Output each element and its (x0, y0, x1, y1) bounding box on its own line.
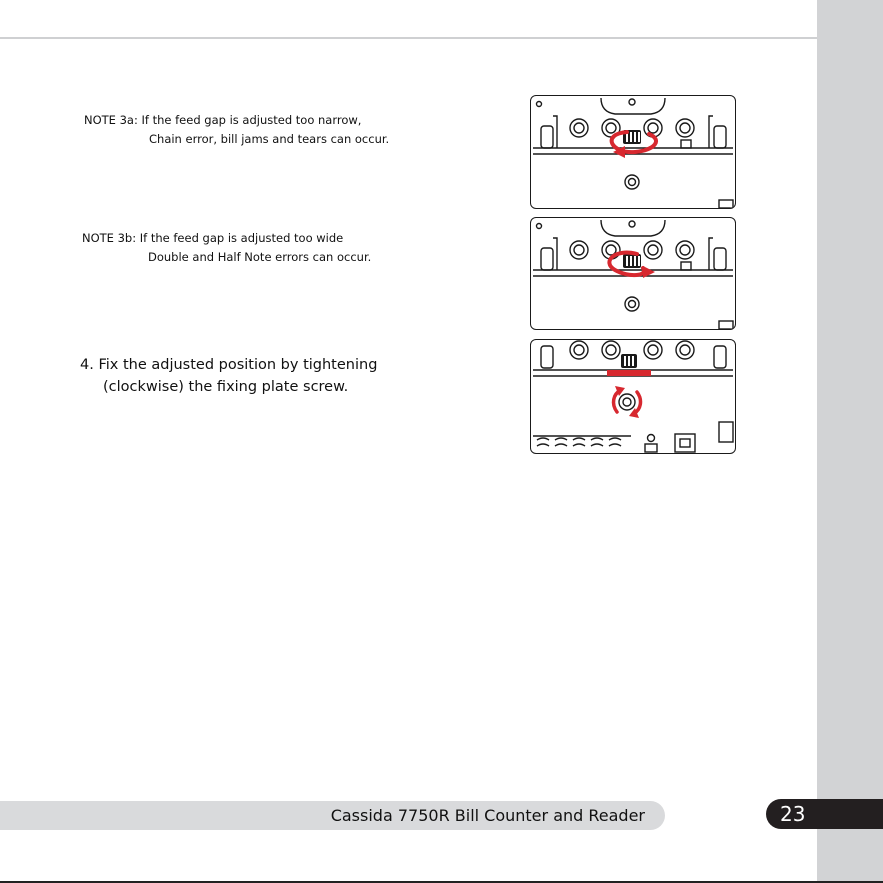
step-4-line1: 4. Fix the adjusted position by tightening (80, 357, 378, 373)
step-4-instruction (80, 354, 377, 398)
feed-gap-illustration-narrow (531, 96, 735, 208)
note-3a-line1: NOTE 3a: If the feed gap is adjusted too narrow, (84, 113, 362, 127)
feed-gap-illustration-wide (531, 218, 735, 329)
fixing-plate-highlight (607, 370, 651, 376)
note-3a-line2: Chain error, bill jams and tears can occur. (149, 132, 390, 146)
page-number-tab (766, 799, 883, 829)
note-3b (82, 229, 371, 267)
step-4-line2: (clockwise) the fixing plate screw. (103, 379, 349, 395)
top-rule (0, 37, 817, 39)
note-3b-line2: Double and Half Note errors can occur. (148, 250, 372, 264)
fixing-plate-screw-illustration (531, 340, 735, 453)
page-number: 23 (780, 802, 806, 826)
note-3a (84, 111, 389, 149)
feed-gap-diagram-wide (530, 217, 736, 330)
footer-title: Cassida 7750R Bill Counter and Reader (330, 806, 645, 825)
note-3b-line1: NOTE 3b: If the feed gap is adjusted too wide (82, 231, 344, 245)
side-band (817, 0, 883, 883)
feed-gap-diagram-narrow (530, 95, 736, 209)
fixing-plate-screw-diagram (530, 339, 736, 454)
footer-bar (0, 801, 665, 830)
